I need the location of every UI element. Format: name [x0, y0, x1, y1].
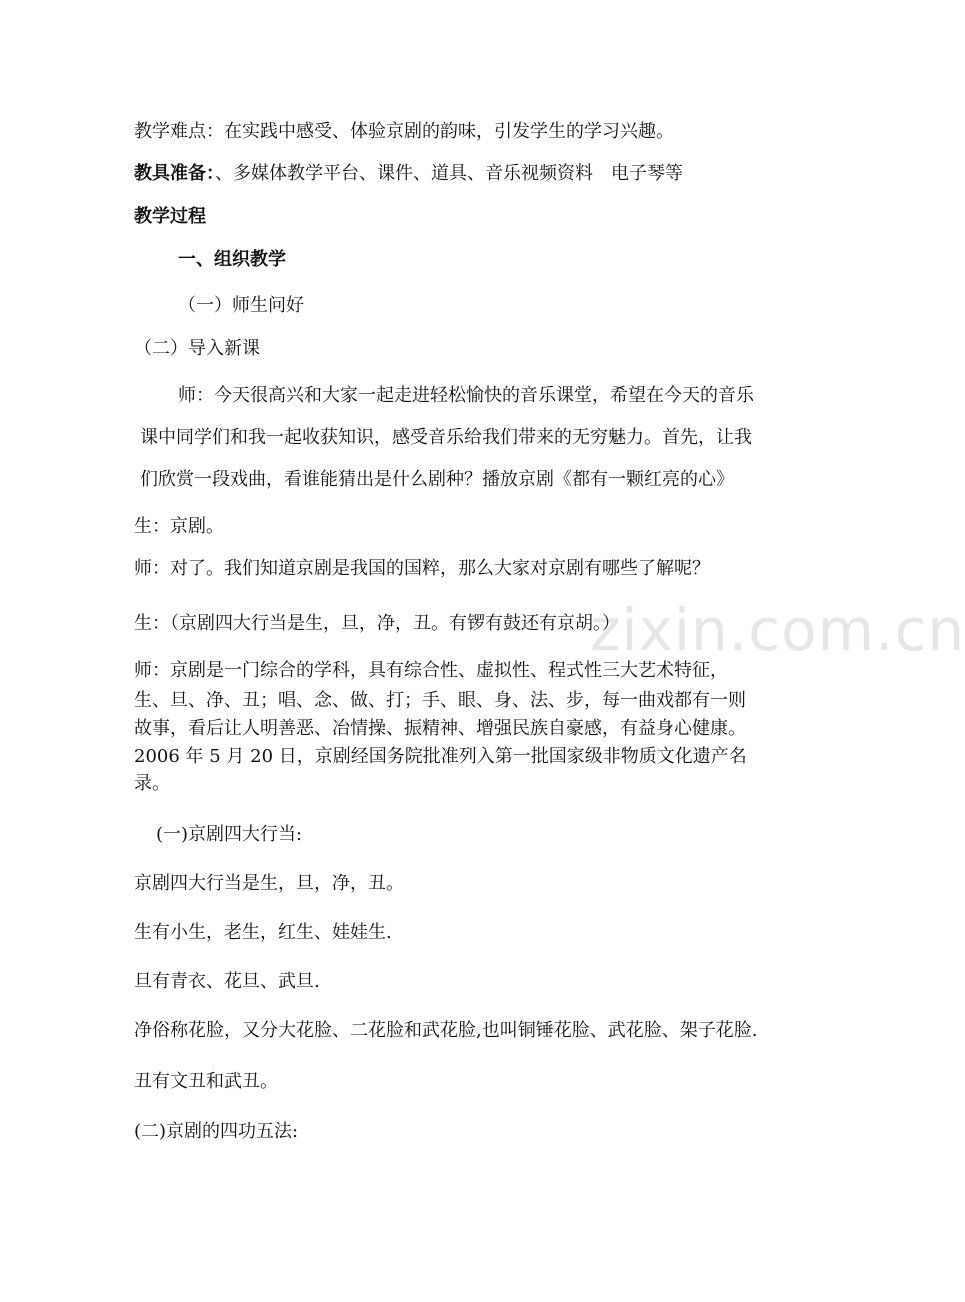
section-heading-process: 教学过程 — [134, 206, 206, 227]
paragraph-line: 们欣赏一段戏曲，看谁能猜出是什么剧种？播放京剧《都有一颗红亮的心》 — [140, 469, 734, 490]
teaching-tools-line — [134, 163, 683, 185]
paragraph-line: 故事，看后让人明善恶、冶情操、振精神、增强民族自豪感，有益身心健康。 — [134, 718, 746, 739]
subsection-heading-skills: (二)京剧的四功五法: — [134, 1121, 299, 1142]
list-item: 生有小生，老生，红生、娃娃生. — [134, 922, 392, 943]
dialogue-line: 生：京剧。 — [134, 516, 224, 537]
subsection-heading-roles: (一)京剧四大行当: — [156, 824, 303, 845]
item-greeting: （一）师生问好 — [178, 295, 304, 316]
teaching-difficulty-line: 教学难点：在实践中感受、体验京剧的韵味，引发学生的学习兴趣。 — [134, 121, 674, 142]
paragraph-line: 录。 — [134, 773, 170, 794]
dialogue-line: 师：对了。我们知道京剧是我国的国粹，那么大家对京剧有哪些了解呢？ — [134, 558, 710, 579]
list-item: 旦有青衣、花旦、武旦. — [134, 971, 320, 992]
paragraph-line: 2006 年 5 月 20 日，京剧经国务院批准列入第一批国家级非物质文化遗产名 — [134, 746, 747, 767]
teaching-tools-text: 、多媒体教学平台、课件、道具、音乐视频资料 电子琴等 — [215, 163, 683, 184]
paragraph-line: 生、旦、净、丑；唱、念、做、打；手、眼、身、法、步，每一曲戏都有一则 — [134, 690, 746, 711]
list-item: 京剧四大行当是生，旦，净，丑。 — [134, 873, 404, 894]
paragraph-line: 课中同学们和我一起收获知识，感受音乐给我们带来的无穷魅力。首先，让我 — [140, 427, 752, 448]
subheading-organize: 一、组织教学 — [178, 249, 286, 270]
paragraph-line: 师：今天很高兴和大家一起走进轻松愉快的音乐课堂，希望在今天的音乐 — [178, 385, 754, 406]
list-item: 净俗称花脸，又分大花脸、二花脸和武花脸,也叫铜锤花脸、武花脸、架子花脸. — [134, 1020, 758, 1041]
watermark: zixin.com.cn — [590, 596, 965, 664]
list-item: 丑有文丑和武丑。 — [134, 1071, 278, 1092]
teaching-tools-label: 教具准备： — [134, 163, 215, 184]
dialogue-line: 生：（京剧四大行当是生，旦，净，丑。有锣有鼓还有京胡。） — [134, 613, 620, 634]
paragraph-line: 师：京剧是一门综合的学科，具有综合性、虚拟性、程式性三大艺术特征， — [134, 660, 728, 681]
item-introduce-lesson: （二）导入新课 — [134, 338, 260, 359]
